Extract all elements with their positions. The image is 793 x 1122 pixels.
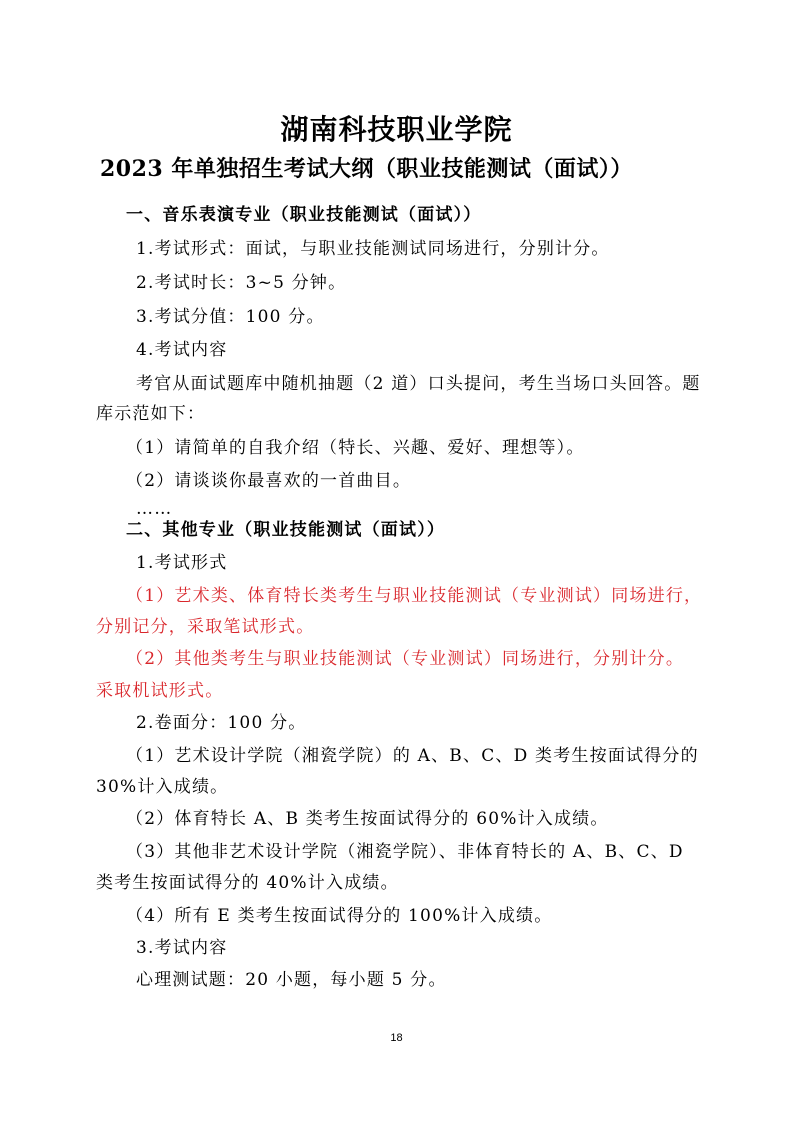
doc-subtitle: 2023 年单独招生考试大纲（职业技能测试（面试）） [100, 156, 633, 182]
page-number: 18 [390, 1032, 403, 1044]
section2-content: 心理测试题：20 小题，每小题 5 分。 [136, 970, 447, 990]
section2-item1: 1.考试形式 [136, 553, 228, 573]
section2-score1-line2: 30%计入成绩。 [96, 777, 229, 797]
section2-score1-line1: （1）艺术设计学院（湘瓷学院）的 A、B、C、D 类考生按面试得分的 [126, 746, 699, 766]
section1-item3: 3.考试分值：100 分。 [136, 307, 325, 327]
section1-question1: （1）请简单的自我介绍（特长、兴趣、爱好、理想等）。 [126, 438, 585, 458]
section1-item4: 4.考试内容 [136, 340, 228, 360]
section2-red1-line1: （1）艺术类、体育特长类考生与职业技能测试（专业测试）同场进行， [126, 586, 703, 606]
section1-ellipsis: …… [136, 499, 173, 519]
section2-item2: 2.卷面分：100 分。 [136, 713, 307, 733]
section1-heading: 一、音乐表演专业（职业技能测试（面试）） [126, 205, 482, 225]
section2-red1-line2: 分别记分，采取笔试形式。 [96, 617, 315, 637]
section2-score3-line2: 类考生按面试得分的 40%计入成绩。 [96, 873, 399, 893]
section2-score3-line1: （3）其他非艺术设计学院（湘瓷学院）、非体育特长的 A、B、C、D [126, 842, 684, 862]
section1-item2: 2.考试时长：3~5 分钟。 [136, 273, 347, 293]
section1-item1: 1.考试形式：面试，与职业技能测试同场进行，分别计分。 [136, 239, 610, 259]
section2-item3: 3.考试内容 [136, 938, 228, 958]
section2-score4: （4）所有 E 类考生按面试得分的 100%计入成绩。 [126, 906, 553, 926]
doc-title: 湖南科技职业学院 [280, 113, 513, 146]
section2-score2: （2）体育特长 A、B 类考生按面试得分的 60%计入成绩。 [126, 809, 609, 829]
section2-red2-line1: （2）其他类考生与职业技能测试（专业测试）同场进行，分别计分。 [126, 649, 685, 669]
section2-red2-line2: 采取机试形式。 [96, 681, 224, 701]
section2-heading: 二、其他专业（职业技能测试（面试）） [126, 520, 446, 540]
section1-content-line1: 考官从面试题库中随机抽题（2 道）口头提问，考生当场口头回答。题 [136, 374, 701, 394]
section1-content-line2: 库示范如下： [96, 404, 206, 424]
section1-question2: （2）请谈谈你最喜欢的一首曲目。 [126, 471, 412, 491]
